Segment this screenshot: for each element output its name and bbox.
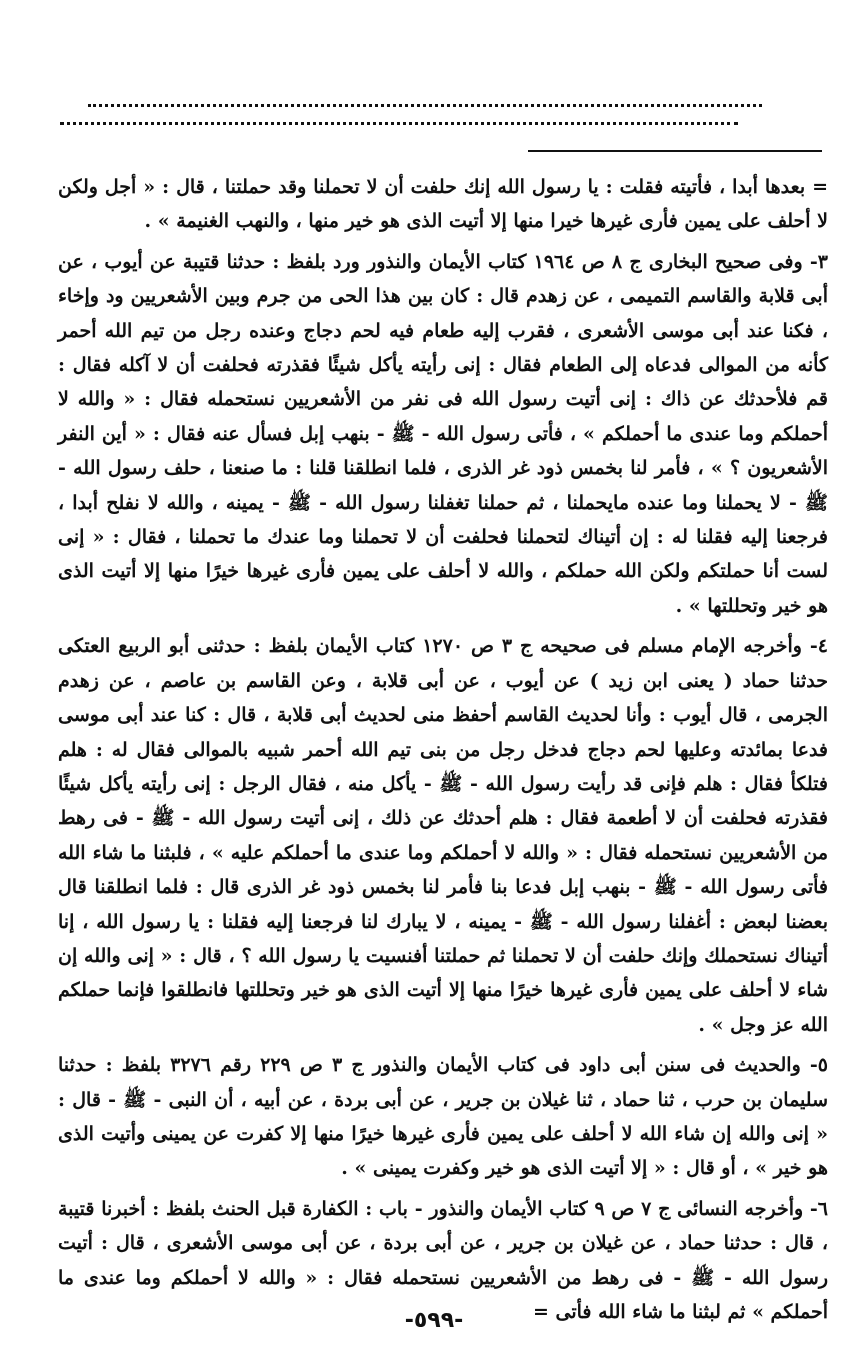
footnote-separator-dots <box>60 104 762 128</box>
footnote-text-block <box>58 170 828 1329</box>
page-number: -٥٩٩- <box>404 1308 464 1333</box>
paragraph-nasai: ٦- وأخرجه النسائى ج ٧ ص ٩ كتاب الأيمان والنذور - باب : الكفارة قبل الحنث بلفظ : أخبرنا قتيبة ، قال : حدثنا حماد ، عن غيلان بن جرير ، عن أبى بردة ، عن أبى موسى الأشعرى ، قال : أتيت رسول الله - ﷺ - فى رهط من الأشعريين نستحمله فقال : « والله لا أحملكم وما عندى ما أحملكم » ثم لبثنا ما شاء الله فأتى = <box>58 1197 828 1323</box>
dotted-line <box>88 104 762 107</box>
paragraph-continuation: = بعدها أبدا ، فأتيته فقلت : يا رسول الله إنك حلفت أن لا تحملنا وقد حملتنا ، قال : « أجل ولكن لا أحلف على يمين فأرى غيرها خيرا منها إلا أتيت الذى هو خير منها ، والنهب الغنيمة » . <box>58 176 828 233</box>
paragraph-bukhari: ٣- وفى صحيح البخارى ج ٨ ص ١٩٦٤ كتاب الأيمان والنذور ورد بلفظ : حدثنا قتيبة عن أيوب ، عن أبى قلابة والقاسم التميمى ، عن زهدم قال : كان بين هذا الحى من جرم وبين الأشعريين ود وإخاء ، فكنا عند أبى موسى الأشعرى ، فقرب إليه طعام فيه لحم دجاج وعنده رجل من تيم الله أحمر كأنه من الموالى فدعاه إلى الطعام فقال : إنى رأيته يأكل شيئًا فقذرته فحلفت أن لا آكله فقال : قم فلأحدثك عن ذاك : إنى أتيت رسول الله فى نفر من الأشعريين نستحمله فقال : « والله لا أحملكم وما عندى ما أحملكم » ، فأتى رسول الله - ﷺ - بنهب إبل فسأل عنه فقال : « أين النفر الأشعريون ؟ » ، فأمر لنا بخمس ذود غر الذرى ، فلما انطلقنا قلنا : ما صنعنا ، حلف رسول الله - ﷺ - لا يحملنا وما عنده مايحملنا ، ثم حملنا تغفلنا رسول الله - ﷺ - يمينه ، والله لا نفلح أبدا ، فرجعنا إليه فقلنا له : إن أتيناك لتحملنا فحلفت أن لا تحملنا وما عندك ما تحملنا ، فقال : « إنى لست أنا حملتكم ولكن الله حملكم ، والله لا أحلف على يمين فأرى غيرها خيرًا منها إلا أتيت الذى هو خير وتحللتها » . <box>58 250 828 617</box>
footnote-rule <box>528 150 822 152</box>
paragraph-muslim: ٤- وأخرجه الإمام مسلم فى صحيحه ج ٣ ص ١٢٧٠ كتاب الأيمان بلفظ : حدثنى أبو الربيع العتكى حدثنا حماد ( يعنى ابن زيد ) عن أيوب ، عن أبى قلابة ، وعن القاسم بن عاصم ، عن زهدم الجرمى ، قال أيوب : وأنا لحديث القاسم أحفظ منى لحديث أبى قلابة ، قال : كنا عند أبى موسى فدعا بمائدته وعليها لحم دجاج فدخل رجل من بنى تيم الله أحمر شبيه بالموالى فقال له : هلم فتلكأ فقال : هلم فإنى قد رأيت رسول الله - ﷺ - يأكل منه ، فقال الرجل : إنى رأيته يأكل شيئًا فقذرته فحلفت أن لا أطعمة فقال : هلم أحدثك عن ذلك ، إنى أتيت رسول الله - ﷺ - فى رهط من الأشعريين نستحمله فقال : « والله لا أحملكم وما عندى ما أحملكم عليه » ، فلبثنا ما شاء الله فأتى رسول الله - ﷺ - بنهب إبل فدعا بنا فأمر لنا بخمس ذود غر الذرى قال : فلما انطلقنا قال بعضنا لبعض : أغفلنا رسول الله - ﷺ - يمينه ، لا يبارك لنا فرجعنا إليه فقلنا : يا رسول الله ، إنا أتيناك نستحملك وإنك حلفت أن لا تحملنا ثم حملتنا أفنسيت يا رسول الله ؟ ، قال : « إنى والله إن شاء لا أحلف على يمين فأرى غيرها خيرًا منها إلا أتيت الذى هو خير وتحللتها فانطلقوا فإنما حملكم الله عز وجل » . <box>58 635 828 1036</box>
dotted-line <box>60 122 738 125</box>
paragraph-abu-dawud: ٥- والحديث فى سنن أبى داود فى كتاب الأيمان والنذور ج ٣ ص ٢٢٩ رقم ٣٢٧٦ بلفظ : حدثنا سليمان بن حرب ، ثنا حماد ، ثنا غيلان بن جرير ، عن أبى بردة ، عن أبيه ، أن النبى - ﷺ - قال : « إنى والله إن شاء الله لا أحلف على يمين فأرى غيرها خيرًا منها إلا كفرت عن يمينى وأتيت الذى هو خير » ، أو قال : « إلا أتيت الذى هو خير وكفرت يمينى » . <box>58 1054 828 1180</box>
